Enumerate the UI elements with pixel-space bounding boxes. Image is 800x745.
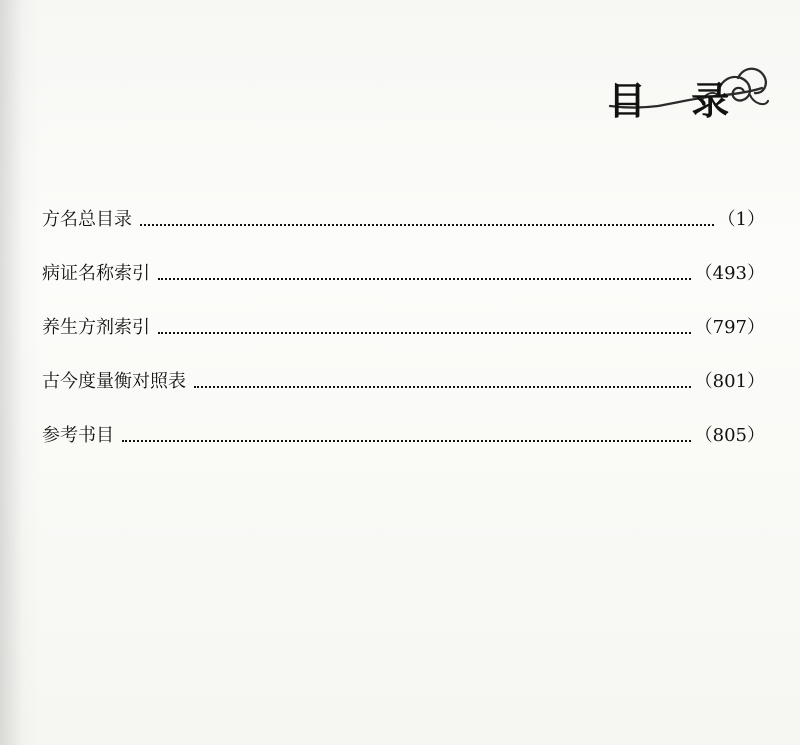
toc-entry	[42, 396, 765, 448]
toc-entry-label: 养生方剂索引	[42, 317, 150, 338]
toc-entry-page: （797）	[694, 317, 765, 338]
dot-leader	[140, 224, 714, 226]
toc-entry-label: 古今度量衡对照表	[42, 371, 186, 392]
page-gutter-shadow	[0, 0, 42, 745]
dot-leader	[122, 440, 691, 442]
page-title: 目 录	[608, 79, 746, 123]
dot-leader	[158, 278, 691, 280]
toc-entry	[42, 288, 765, 340]
toc-entry	[42, 342, 765, 394]
toc-entry	[42, 180, 765, 232]
toc-entry	[42, 234, 765, 286]
toc-entry-label: 参考书目	[42, 425, 114, 446]
toc-entry-page: （1）	[717, 209, 765, 230]
toc-entry-page: （805）	[694, 425, 765, 446]
toc-entry-page: （801）	[694, 371, 765, 392]
toc-entry-label: 方名总目录	[42, 209, 132, 230]
dot-leader	[158, 332, 691, 334]
dot-leader	[194, 386, 691, 388]
table-of-contents	[42, 180, 765, 448]
toc-entry-page: （493）	[694, 263, 765, 284]
toc-entry-label: 病证名称索引	[42, 263, 150, 284]
